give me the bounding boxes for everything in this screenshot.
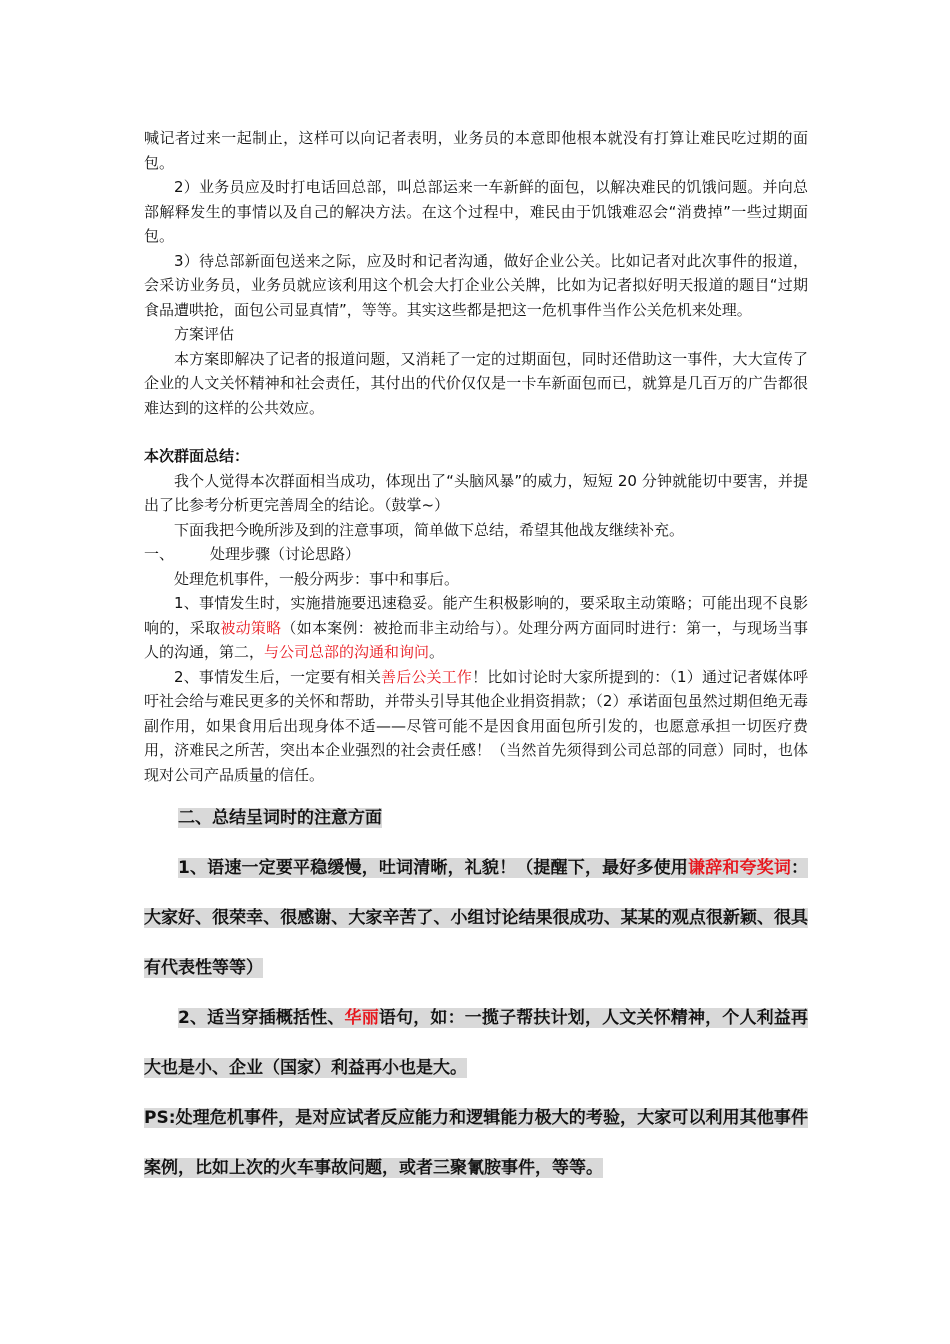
section1-heading <box>144 542 808 567</box>
intro-paragraph: 本方案即解决了记者的报道问题，又消耗了一定的过期面包，同时还借助这一事件，大大宣传了企业的人文关怀精神和社会责任，其付出的代价仅仅是一卡车新面包而已，就算是几百万的广告都很难达到的这样的公共效应。 <box>144 349 808 417</box>
highlight-text: 善后公关工作 <box>381 667 473 686</box>
intro-paragraph: 2）业务员应及时打电话回总部，叫总部运来一车新鲜的面包，以解决难民的饥饿问题。并向总部解释发生的事情以及自己的解决方法。在这个过程中，难民由于饥饿难忍会“消费掉”一些过期面包。 <box>144 178 808 245</box>
summary-paragraph: 我个人觉得本次群面相当成功，体现出了“头脑风暴”的威力，短短 20 分钟就能切中要害，并提出了比参考分析更完善周全的结论。（鼓掌~） <box>144 471 808 514</box>
summary-heading: 本次群面总结： <box>144 447 250 465</box>
summary-paragraph: 下面我把今晚所涉及到的注意事项，简单做下总结，希望其他战友继续补充。 <box>174 520 685 539</box>
intro-paragraph: 喊记者过来一起制止，这样可以向记者表明，业务员的本意即他根本就没有打算让难民吃过期的面包。 <box>144 129 808 172</box>
highlighted-section <box>144 793 808 1193</box>
highlight-text: 华丽 <box>344 1008 379 1028</box>
section1-title: 处理步骤（讨论思路） <box>210 545 361 563</box>
section2-heading: 二、总结呈词时的注意方面 <box>178 808 382 828</box>
document-body <box>144 126 808 1193</box>
tip1-paragraph: 1、语速一定要平稳缓慢，吐词清晰，礼貌！（提醒下，最好多使用谦辞和夸奖词：大家好、很荣幸、很感谢、大家辛苦了、小组讨论结果很成功、某某的观点很新颖、很具有代表性等等） <box>144 858 809 978</box>
highlight-text: 被动策略 <box>220 618 282 637</box>
section1-number: 一、 <box>144 545 175 563</box>
tip2-paragraph: 2、适当穿插概括性、华丽语句，如：一揽子帮扶计划，人文关怀精神，个人利益再大也是小、企业（国家）利益再小也是大。 <box>144 1008 808 1078</box>
plan-evaluation-heading: 方案评估 <box>174 325 235 343</box>
ps-paragraph: PS:处理危机事件，是对应试者反应能力和逻辑能力极大的考验，大家可以利用其他事件案例，比如上次的火车事故问题，或者三聚氰胺事件，等等。 <box>144 1108 808 1178</box>
highlight-text: 与公司总部的沟通和询问 <box>264 643 430 661</box>
section1-paragraph: 处理危机事件，一般分两步：事中和事后。 <box>174 569 460 588</box>
intro-paragraph: 3）待总部新面包送来之际，应及时和记者沟通，做好企业公关。比如记者对此次事件的报道，会采访业务员，业务员就应该利用这个机会大打企业公关牌，比如为记者拟好明天报道的题目“过期食品遭哄抢，面包公司显真情”，等等。其实这些都是把这一危机事件当作公关危机来处理。 <box>144 251 808 319</box>
highlight-text: 谦辞和夸奖词 <box>687 858 792 878</box>
step1-paragraph: 1、事情发生时，实施措施要迅速稳妥。能产生积极影响的，要采取主动策略；可能出现不良影响的，采取被动策略（如本案例：被抢而非主动给与）。处理分两方面同时进行：第一，与现场当事人的沟通，第二，与公司总部的沟通和询问。 <box>144 594 808 661</box>
step2-paragraph: 2、事情发生后，一定要有相关善后公关工作！比如讨论时大家所提到的：（1）通过记者媒体呼吁社会给与难民更多的关怀和帮助，并带头引导其他企业捐资捐款；（2）承诺面包虽然过期但绝无毒副作用，如果食用后出现身体不适——尽管可能不是因食用面包所引发的，也愿意承担一切医疗费用，济难民之所苦，突出本企业强烈的社会责任感！（当然首先须得到公司总部的同意）同时，也体现对公司产品质量的信任。 <box>144 667 808 784</box>
